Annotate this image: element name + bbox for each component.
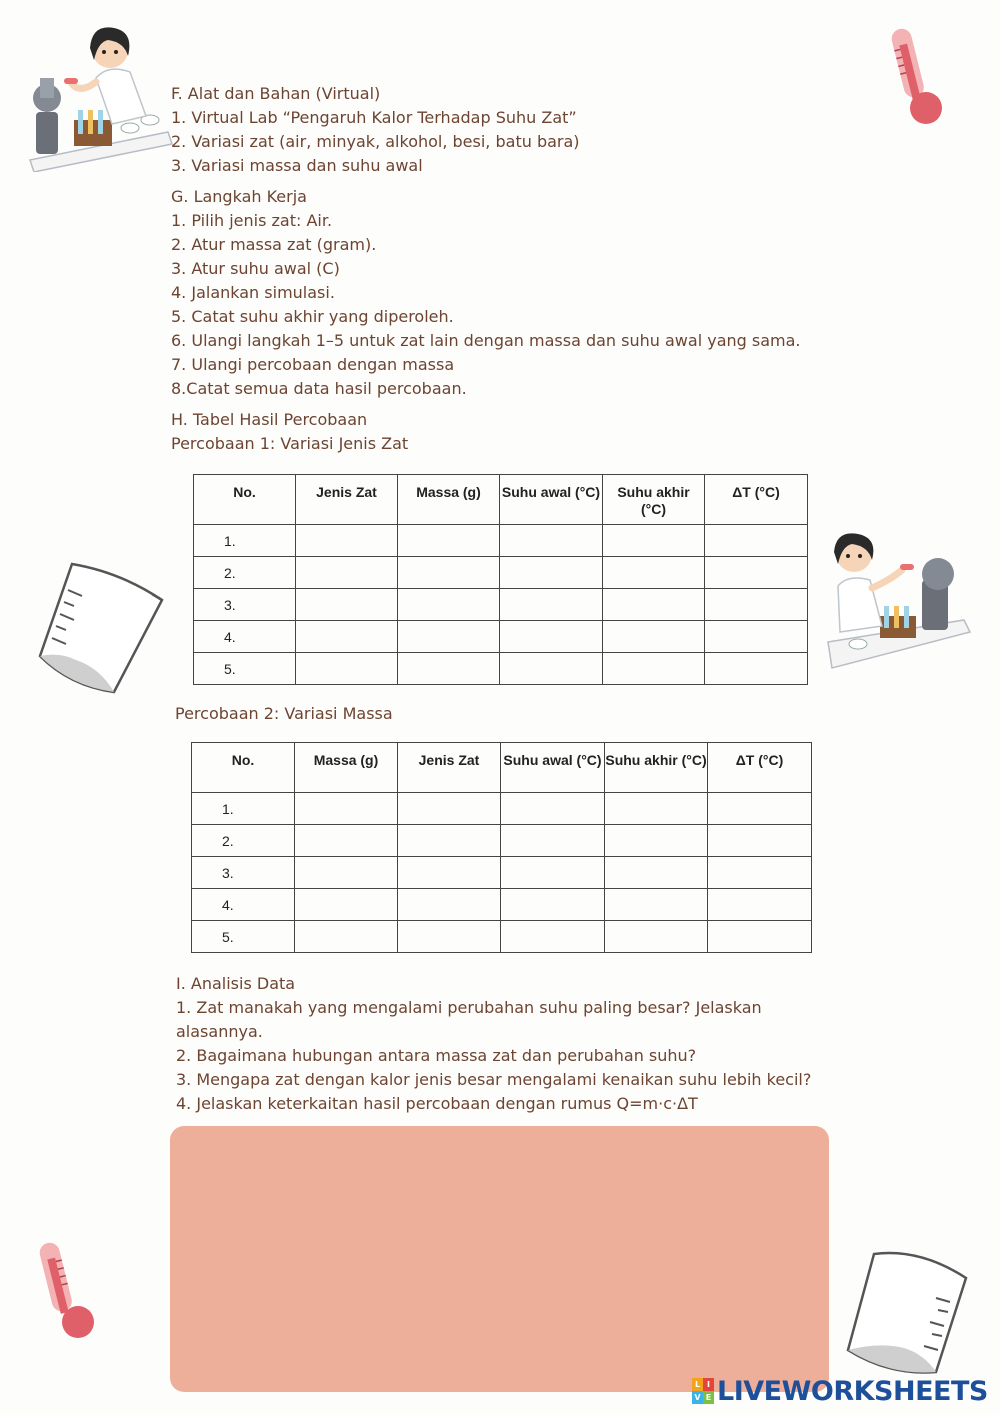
table-cell[interactable] [500,621,603,653]
table-cell[interactable] [398,857,501,889]
column-header-suhu-awal: Suhu awal (°C) [500,475,603,525]
table1-title: Percobaan 1: Variasi Jenis Zat [171,434,409,453]
answer-textbox[interactable] [170,1126,829,1392]
scientist-icon [824,532,972,674]
list-item: 4. Jelaskan keterkaitan hasil percobaan dengan rumus Q=m·c·ΔT [176,1094,698,1113]
list-item: 2. Atur massa zat (gram). [171,235,377,254]
table-cell[interactable] [500,525,603,557]
table-cell[interactable] [705,525,808,557]
column-header-suhu-akhir: Suhu akhir (°C) [605,743,708,793]
table-row [194,525,808,557]
table-cell[interactable] [296,621,398,653]
table-cell[interactable] [708,825,812,857]
table-cell[interactable] [705,621,808,653]
table-cell[interactable] [295,825,398,857]
table-cell[interactable] [501,889,605,921]
section-i-heading: I. Analisis Data [176,974,296,993]
liveworksheets-logo [692,1374,992,1408]
table-row [194,621,808,653]
table-variasi-jenis-zat [193,474,808,685]
table-cell[interactable] [705,589,808,621]
column-header-no: No. [192,743,295,793]
section-f-heading: F. Alat dan Bahan (Virtual) [171,84,381,103]
column-header-massa: Massa (g) [398,475,500,525]
table-row [192,889,812,921]
table-row [194,557,808,589]
table-cell[interactable] [605,857,708,889]
table-cell[interactable] [398,557,500,589]
list-item: 1. Zat manakah yang mengalami perubahan suhu paling besar? Jelaskan [176,998,762,1017]
table-cell[interactable] [603,621,705,653]
table-cell[interactable] [500,589,603,621]
row-number: 1. [192,793,295,825]
column-header-suhu-akhir: Suhu akhir (°C) [603,475,705,525]
table-cell[interactable] [603,653,705,685]
table-row [192,793,812,825]
row-number: 4. [194,621,296,653]
table-cell[interactable] [501,857,605,889]
list-item: alasannya. [176,1022,263,1041]
table-cell[interactable] [501,825,605,857]
table-cell[interactable] [500,557,603,589]
row-number: 2. [194,557,296,589]
table-header-row [194,475,808,525]
table-cell[interactable] [398,793,501,825]
table-cell[interactable] [605,921,708,953]
table-cell[interactable] [605,825,708,857]
table-header-row [192,743,812,793]
table-cell[interactable] [398,653,500,685]
table-cell[interactable] [605,793,708,825]
column-header-suhu-awal: Suhu awal (°C) [501,743,605,793]
row-number: 1. [194,525,296,557]
row-number: 2. [192,825,295,857]
table-cell[interactable] [296,557,398,589]
list-item: 1. Virtual Lab “Pengaruh Kalor Terhadap Suhu Zat” [171,108,577,127]
table-cell[interactable] [705,557,808,589]
table-cell[interactable] [398,889,501,921]
table-cell[interactable] [708,857,812,889]
column-header-jenis-zat: Jenis Zat [398,743,501,793]
table-cell[interactable] [398,525,500,557]
section-h-heading: H. Tabel Hasil Percobaan [171,410,368,429]
table-row [192,825,812,857]
table-cell[interactable] [500,653,603,685]
thermometer-icon [38,1238,98,1342]
table-cell[interactable] [603,589,705,621]
section-g [171,185,801,401]
table-row [194,653,808,685]
list-item: 5. Catat suhu akhir yang diperoleh. [171,307,454,326]
column-header-jenis-zat: Jenis Zat [296,475,398,525]
beaker-icon [840,1246,968,1376]
section-g-heading: G. Langkah Kerja [171,187,307,206]
list-item: 2. Bagaimana hubungan antara massa zat dan perubahan suhu? [176,1046,697,1065]
table-cell[interactable] [705,653,808,685]
table-cell[interactable] [398,621,500,653]
table-cell[interactable] [603,557,705,589]
table-cell[interactable] [501,921,605,953]
list-item: 1. Pilih jenis zat: Air. [171,211,333,230]
table-cell[interactable] [295,921,398,953]
scientist-icon [28,20,173,172]
section-i [176,972,811,1116]
row-number: 3. [194,589,296,621]
table-cell[interactable] [296,589,398,621]
row-number: 5. [192,921,295,953]
table-row [192,857,812,889]
table-row [194,589,808,621]
logo-text: LIVEWORKSHEETS [717,1375,988,1407]
column-header-massa: Massa (g) [295,743,398,793]
list-item: 3. Atur suhu awal (C) [171,259,340,278]
list-item: 4. Jalankan simulasi. [171,283,335,302]
table-cell[interactable] [295,857,398,889]
table-cell[interactable] [603,525,705,557]
list-item: 7. Ulangi percobaan dengan massa [171,355,455,374]
section-f [171,82,580,178]
table-cell[interactable] [296,525,398,557]
column-header-delta-t: ΔT (°C) [705,475,808,525]
list-item: 3. Variasi massa dan suhu awal [171,156,423,175]
table-cell[interactable] [295,889,398,921]
table-cell[interactable] [501,793,605,825]
column-header-no: No. [194,475,296,525]
column-header-delta-t: ΔT (°C) [708,743,812,793]
list-item: 2. Variasi zat (air, minyak, alkohol, besi, batu bara) [171,132,580,151]
table-row [192,921,812,953]
list-item: 8.Catat semua data hasil percobaan. [171,379,467,398]
table-cell[interactable] [708,921,812,953]
table-cell[interactable] [398,589,500,621]
row-number: 5. [194,653,296,685]
table-cell[interactable] [398,921,501,953]
list-item: 6. Ulangi langkah 1–5 untuk zat lain dengan massa dan suhu awal yang sama. [171,331,801,350]
thermometer-icon [890,24,950,128]
row-number: 4. [192,889,295,921]
list-item: 3. Mengapa zat dengan kalor jenis besar mengalami kenaikan suhu lebih kecil? [176,1070,812,1089]
table-cell[interactable] [708,793,812,825]
table2-title: Percobaan 2: Variasi Massa [175,704,393,723]
logo-mark: L I V E [692,1378,714,1404]
row-number: 3. [192,857,295,889]
table-cell[interactable] [295,793,398,825]
table-cell[interactable] [708,889,812,921]
table-variasi-massa [191,742,812,953]
table-cell[interactable] [605,889,708,921]
table-cell[interactable] [398,825,501,857]
beaker-icon [30,556,166,698]
table-cell[interactable] [296,653,398,685]
